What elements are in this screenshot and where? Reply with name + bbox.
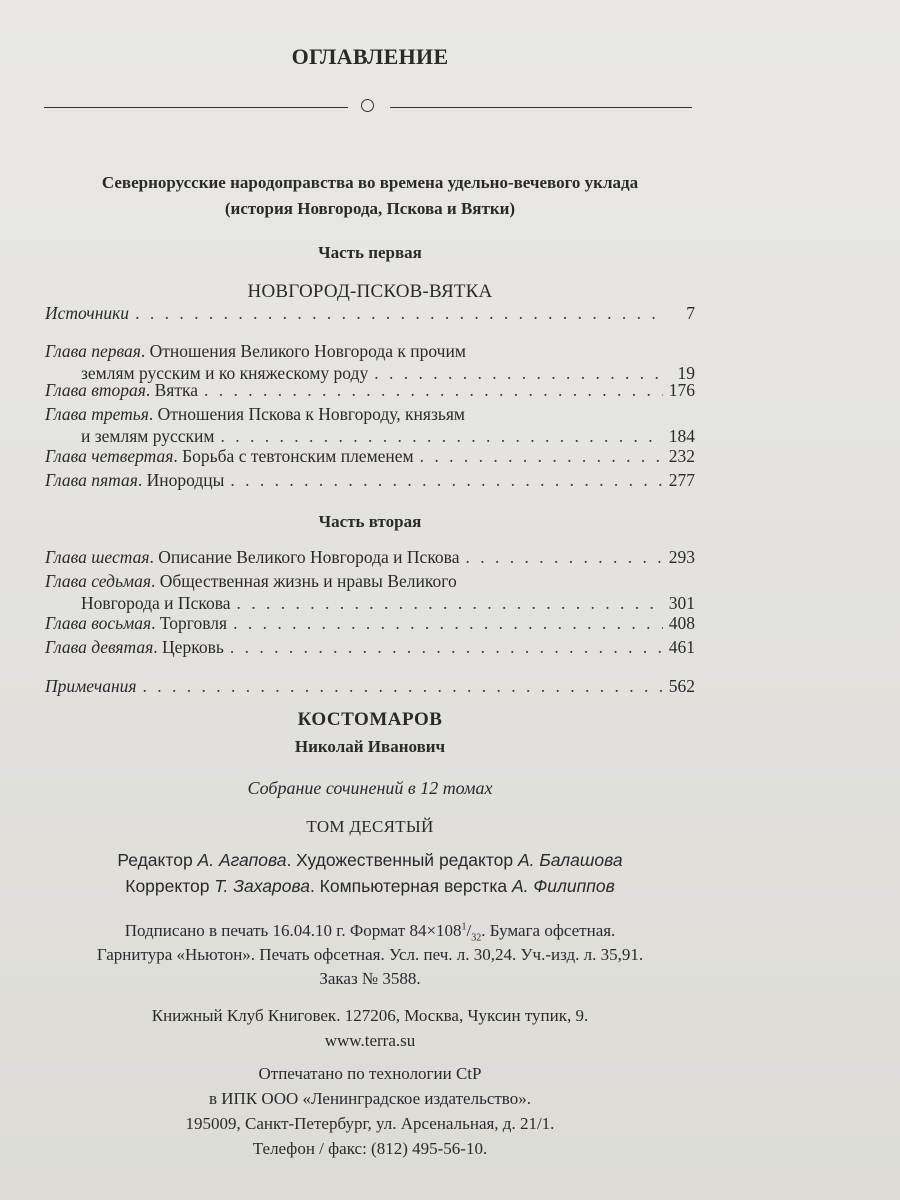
divider-right (390, 107, 692, 108)
chapter-title: . Церковь (153, 637, 224, 657)
part2-heading: Часть вторая (318, 512, 422, 531)
proofreader-name: Т. Захарова (214, 876, 310, 896)
leader-dots (230, 469, 662, 491)
toc-entry-chapter-5[interactable] (45, 469, 695, 491)
toc-entry-chapter-7[interactable] (45, 570, 695, 614)
book-title-line-1: Севернорусские народоправства во времена удельно-вечевого уклада (101, 173, 639, 192)
proofreader-role: Корректор (125, 876, 215, 896)
toc-entry-chapter-3[interactable] (45, 403, 695, 447)
chapter-label: Глава восьмая (45, 613, 152, 633)
chapter-title-continued: Новгорода и Пскова (81, 593, 231, 613)
chapter-title: . Борьба с тевтонским племенем (173, 446, 414, 466)
part1-subtitle: НОВГОРОД-ПСКОВ-ВЯТКА (247, 281, 493, 302)
toc-entry-sources[interactable] (45, 302, 695, 324)
chapter-title: . Отношения Пскова к Новгороду, князьям (148, 404, 465, 424)
imprint-signed-text: Подписано в печать 16.04.10 г. Формат 84×108 (124, 921, 462, 940)
book-title-line-2: (история Новгорода, Пскова и Вятки) (224, 199, 516, 218)
imprint-signed (0, 921, 740, 943)
imprint-website[interactable]: www.terra.su (324, 1031, 416, 1050)
imprint-order: Заказ № 3588. (319, 969, 421, 988)
part1-heading: Часть первая (318, 243, 422, 262)
leader-dots (233, 612, 663, 634)
imprint-printer: в ИПК ООО «Ленинградское издательство». (209, 1089, 531, 1108)
toc-entry-chapter-8[interactable] (45, 612, 695, 634)
volume-label: ТОМ ДЕСЯТЫЙ (306, 817, 434, 836)
imprint-printed-tech: Отпечатано по технологии CtP (258, 1064, 482, 1083)
imprint-printer-address: 195009, Санкт-Петербург, ул. Арсенальная, д. 21/1. (185, 1114, 555, 1133)
author-name: Николай Иванович (294, 737, 446, 756)
chapter-label: Глава первая (45, 341, 141, 361)
chapter-title: . Описание Великого Новгорода и Пскова (149, 547, 460, 567)
page-number: 19 (677, 363, 695, 383)
chapter-label: Глава седьмая (45, 571, 151, 591)
chapter-label: Глава третья (45, 404, 149, 424)
imprint-paper: . Бумага офсетная. (481, 921, 616, 940)
leader-dots (143, 675, 663, 697)
format-numerator: 1 (461, 921, 467, 933)
page-number: 301 (668, 593, 695, 613)
collection-title: Собрание сочинений в 12 томах (247, 778, 493, 798)
leader-dots (420, 445, 663, 467)
page-number: 461 (668, 637, 695, 657)
page-number: 293 (668, 547, 695, 567)
leader-dots (466, 546, 663, 568)
staff-line-editors (0, 850, 740, 871)
page-number: 176 (668, 380, 695, 400)
chapter-label: Глава пятая (45, 470, 138, 490)
chapter-title: . Общественная жизнь и нравы Великого (150, 571, 457, 591)
imprint-publisher: Книжный Клуб Книговек. 127206, Москва, Чуксин тупик, 9. (151, 1006, 589, 1025)
entry-label: Примечания (45, 676, 137, 696)
layout-role: . Компьютерная верстка (309, 876, 512, 896)
toc-entry-notes[interactable] (45, 675, 695, 697)
imprint-phone: Телефон / факс: (812) 495-56-10. (252, 1139, 488, 1158)
toc-entry-chapter-4[interactable] (45, 445, 695, 467)
toc-entry-chapter-2[interactable] (45, 379, 695, 401)
toc-entry-chapter-1[interactable] (45, 340, 695, 384)
chapter-label: Глава вторая (45, 380, 146, 400)
page-number: 232 (668, 446, 695, 466)
toc-entry-chapter-9[interactable] (45, 636, 695, 658)
page-number: 184 (668, 426, 695, 446)
imprint-typeface: Гарнитура «Ньютон». Печать офсетная. Усл. печ. л. 30,24. Уч.-изд. л. 35,91. (96, 945, 644, 964)
leader-dots (220, 425, 662, 447)
leader-dots (135, 302, 663, 324)
page-number: 408 (668, 613, 695, 633)
divider-left (44, 107, 348, 108)
staff-line-proof-layout (0, 876, 740, 897)
chapter-title: . Торговля (151, 613, 228, 633)
chapter-label: Глава четвертая (45, 446, 174, 466)
editor-name: А. Агапова (197, 850, 287, 870)
leader-dots (230, 636, 663, 658)
chapter-label: Глава шестая (45, 547, 150, 567)
chapter-title-continued: землям русским и ко княжескому роду (81, 363, 369, 383)
entry-label: Источники (45, 303, 130, 323)
chapter-label: Глава девятая (45, 637, 154, 657)
leader-dots (204, 379, 663, 401)
art-editor-role: . Художественный редактор (286, 850, 518, 870)
art-editor-name: А. Балашова (517, 850, 623, 870)
author-surname: КОСТОМАРОВ (297, 709, 443, 730)
format-denominator: 32 (471, 932, 482, 944)
chapter-title-continued: и землям русским (81, 426, 215, 446)
circle-ornament-icon (361, 99, 374, 112)
page-number: 562 (668, 676, 695, 696)
page-number: 7 (686, 303, 695, 323)
chapter-title: . Вятка (145, 380, 198, 400)
chapter-title: . Отношения Великого Новгорода к прочим (140, 341, 466, 361)
format-slash: / (466, 921, 472, 940)
chapter-title: . Инородцы (137, 470, 225, 490)
layout-name: А. Филиппов (511, 876, 615, 896)
leader-dots (237, 592, 663, 614)
page-number: 277 (668, 470, 695, 490)
editor-role: Редактор (117, 850, 198, 870)
toc-entry-chapter-6[interactable] (45, 546, 695, 568)
toc-heading: ОГЛАВЛЕНИЕ (291, 44, 449, 69)
